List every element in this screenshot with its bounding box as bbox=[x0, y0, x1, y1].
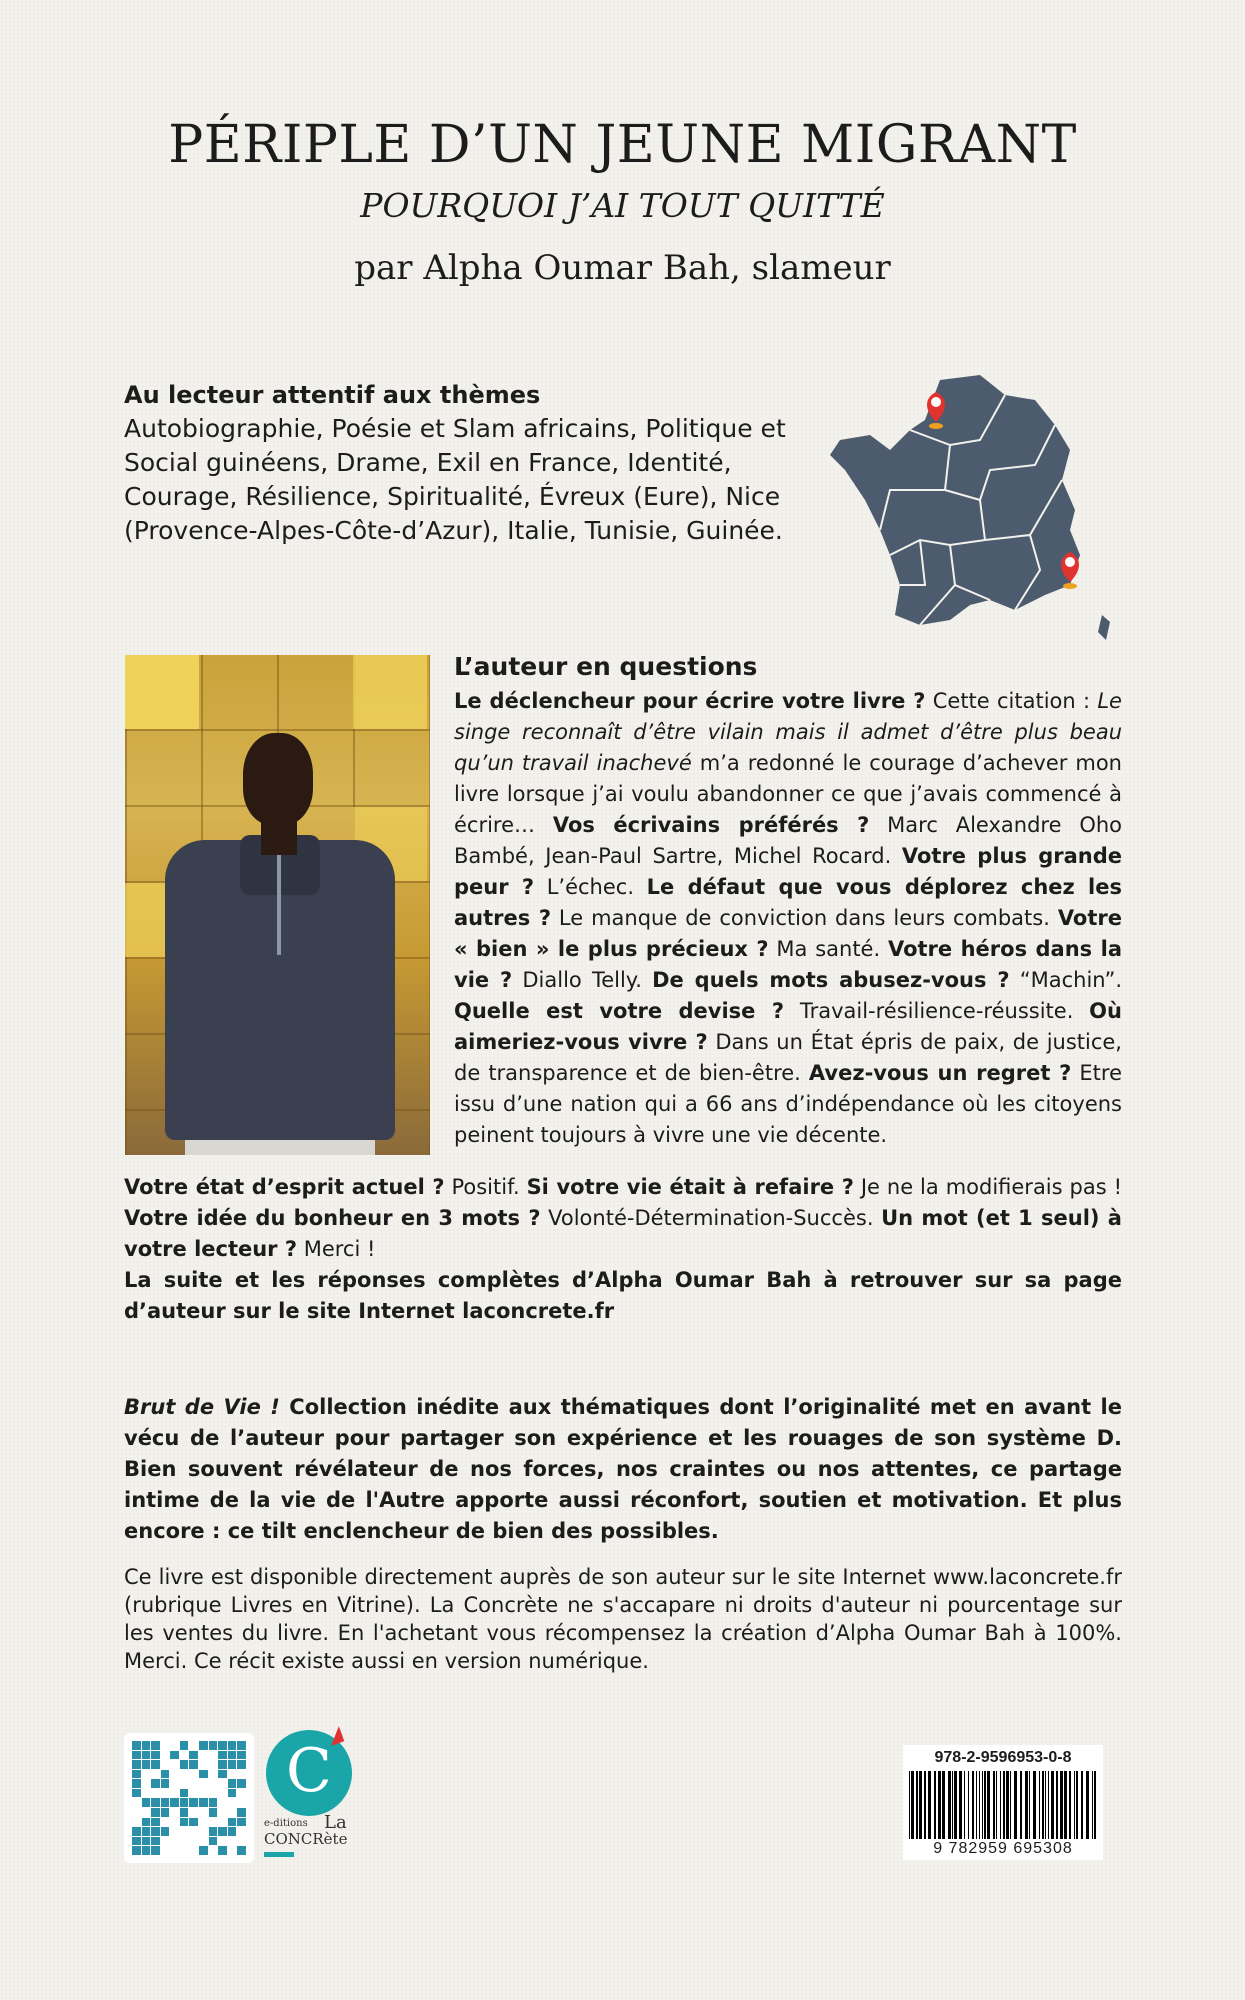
themes-body: Autobiographie, Poésie et Slam africains, Politique et Social guinéens, Drame, Exil en France, Identité, Courage, Résilience, Spiritualité, Évreux (Eure), Nice (Provence-Alpes-Côte-d’Azur), Italie, Tunisie, Guinée. bbox=[124, 414, 786, 545]
isbn-top-text: 978-2-9596953-0-8 bbox=[934, 1749, 1072, 1766]
book-subtitle: POURQUOI J’AI TOUT QUITTÉ bbox=[360, 186, 885, 225]
question: Si votre vie était à refaire ? bbox=[526, 1175, 854, 1199]
answer: Diallo Telly. bbox=[512, 968, 653, 992]
answer: Travail-résilience-réussite. bbox=[784, 999, 1090, 1023]
qa-block-2 bbox=[124, 1172, 1122, 1265]
question: Votre plus grande peur ? bbox=[454, 844, 1122, 899]
logo-line2: CONCRète bbox=[264, 1830, 348, 1848]
question: Votre « bien » le plus précieux ? bbox=[454, 906, 1122, 961]
themes-heading: Au lecteur attentif aux thèmes bbox=[124, 381, 541, 409]
france-map-icon bbox=[830, 370, 1130, 660]
collection-name: Brut de Vie ! bbox=[124, 1395, 280, 1419]
question: Votre état d’esprit actuel ? bbox=[124, 1175, 445, 1199]
answer: Merci ! bbox=[297, 1237, 376, 1261]
answer: Ma santé. bbox=[768, 937, 888, 961]
answer: Le manque de conviction dans leurs combats. bbox=[551, 906, 1058, 930]
answer: L’échec. bbox=[534, 875, 647, 899]
barcode-icon bbox=[909, 1771, 1099, 1839]
author-heading: L’auteur en questions bbox=[454, 652, 758, 681]
isbn-bottom-text: 9 782959 695308 bbox=[933, 1840, 1073, 1857]
answer: Positif. bbox=[444, 1175, 527, 1199]
question: De quels mots abusez-vous ? bbox=[652, 968, 1010, 992]
qa-block-1 bbox=[454, 686, 1122, 1151]
answer: “Machin”. bbox=[1009, 968, 1122, 992]
answer: Je ne la modifierais pas ! bbox=[853, 1175, 1123, 1199]
question: Avez-vous un regret ? bbox=[808, 1061, 1072, 1085]
question: Quelle est votre devise ? bbox=[454, 999, 785, 1023]
logo-letter: C bbox=[286, 1736, 332, 1806]
isbn-barcode bbox=[903, 1745, 1103, 1860]
quote: Le singe reconnaît d’être vilain mais il admet d’être plus beau qu’un travail inachevé bbox=[454, 689, 1122, 775]
cover-header bbox=[0, 110, 1245, 294]
question: Votre idée du bonheur en 3 mots ? bbox=[124, 1206, 541, 1230]
question: Vos écrivains préférés ? bbox=[552, 813, 870, 837]
author-photo bbox=[125, 655, 430, 1155]
answer: Volonté-Détermination-Succès. bbox=[540, 1206, 882, 1230]
more-info-text: La suite et les réponses complètes d’Alpha Oumar Bah à retrouver sur sa page d’auteur sur le site Internet laconcrete.fr bbox=[124, 1268, 1122, 1323]
book-title: PÉRIPLE D’UN JEUNE MIGRANT bbox=[168, 115, 1077, 175]
answer: Marc Alexandre Oho Bambé, Jean-Paul Sartre, Michel Rocard. bbox=[454, 813, 1123, 868]
question: Où aimeriez-vous vivre ? bbox=[454, 999, 1122, 1054]
answer: Etre issu d’une nation qui a 66 ans d’indépendance où les citoyens peinent toujours à vivre une vie décente. bbox=[454, 1061, 1122, 1147]
question: Le défaut que vous déplorez chez les autres ? bbox=[454, 875, 1122, 930]
themes-section bbox=[124, 378, 824, 548]
answer: m’a redonné le courage d’achever mon livre lorsque j’ai voulu abandonner ce que j’avais commencé à écrire… bbox=[454, 751, 1122, 837]
collection-description bbox=[124, 1392, 1122, 1547]
availability-text: Ce livre est disponible directement auprès de son auteur sur le site Internet www.laconcrete.fr (rubrique Livres en Vitrine). La Concrète ne s'accapare ni droits d'auteur ni pourcentage sur les ventes du livre. En l'achetant vous récompensez la création d’Alpha Oumar Bah à 100%. Merci. Ce récit existe aussi en version numérique. bbox=[124, 1565, 1122, 1673]
answer: Dans un État épris de paix, de justice, de transparence et de bien-être. bbox=[454, 1030, 1122, 1085]
logo-la: La bbox=[324, 1812, 347, 1833]
answer: Cette citation : bbox=[925, 689, 1098, 713]
qr-code-icon[interactable] bbox=[124, 1733, 254, 1863]
publisher-logo bbox=[262, 1730, 362, 1862]
question: Votre héros dans la vie ? bbox=[454, 937, 1122, 992]
logo-line1: e-ditions bbox=[264, 1818, 308, 1829]
question: Le déclencheur pour écrire votre livre ? bbox=[454, 689, 926, 713]
question: Un mot (et 1 seul) à votre lecteur ? bbox=[124, 1206, 1122, 1261]
collection-text: Collection inédite aux thématiques dont l’originalité met en avant le vécu de l’auteur pour partager son expérience et les rouages de son système D. Bien souvent révélateur de nos forces, nos craintes ou nos attentes, ce partage intime de la vie de l'Autre apporte aussi réconfort, soutien et motivation. Et plus encore : ce tilt enclencheur de bien des possibles. bbox=[124, 1395, 1122, 1543]
author-byline: par Alpha Oumar Bah, slameur bbox=[354, 248, 891, 288]
